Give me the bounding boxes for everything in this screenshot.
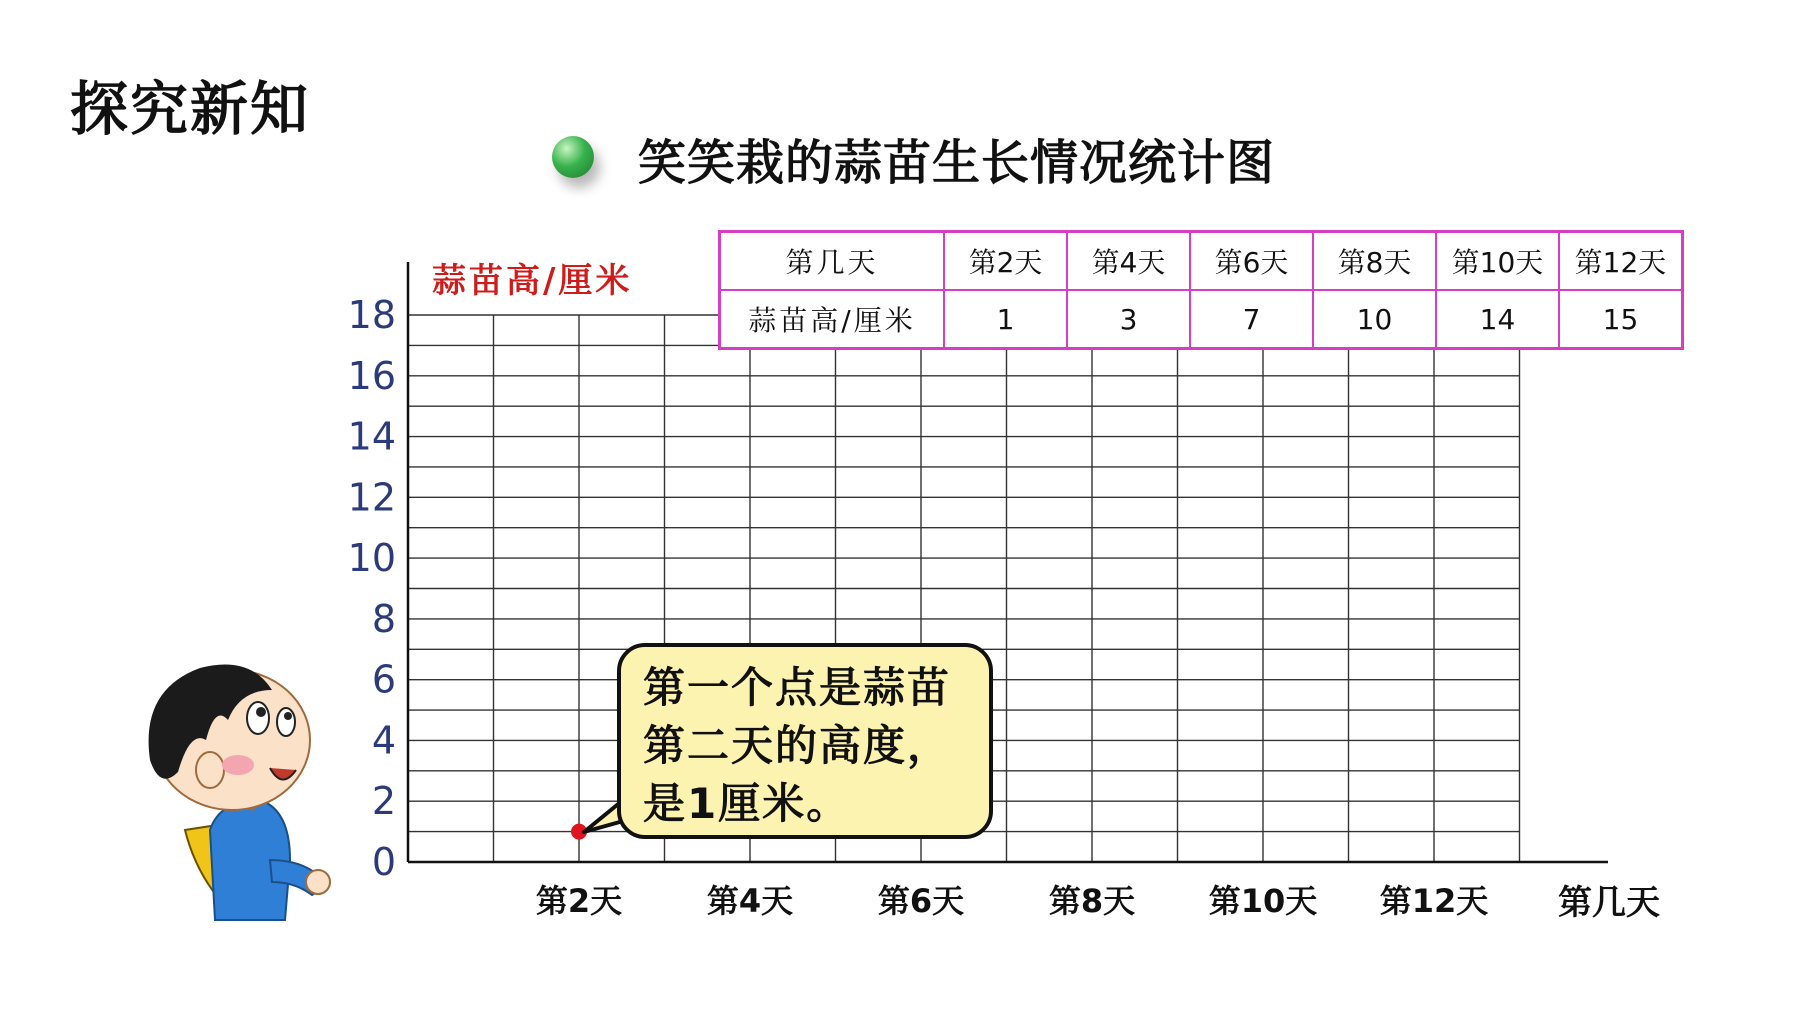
speech-bubble <box>617 643 993 839</box>
x-tick-label: 第8天 <box>1048 882 1136 920</box>
table-cell: 14 <box>1436 290 1559 349</box>
y-tick-label: 18 <box>347 293 396 337</box>
x-tick-label: 第12天 <box>1379 882 1489 920</box>
x-tick-label: 第2天 <box>535 882 623 920</box>
x-tick-label: 第4天 <box>706 882 794 920</box>
x-tick-label: 第6天 <box>877 882 965 920</box>
table-cell: 第6天 <box>1190 232 1313 291</box>
table-cell: 3 <box>1067 290 1190 349</box>
table-cell: 1 <box>944 290 1067 349</box>
table-cell: 7 <box>1190 290 1313 349</box>
y-tick-label: 0 <box>371 840 396 884</box>
bubble-line: 第一个点是蒜苗 <box>643 663 952 712</box>
section-title: 探究新知 <box>70 75 311 143</box>
table-cell: 第2天 <box>944 232 1067 291</box>
table-cell: 第4天 <box>1067 232 1190 291</box>
chart-title: 笑笑栽的蒜苗生长情况统计图 <box>638 135 1276 191</box>
table-cell: 第8天 <box>1313 232 1436 291</box>
y-tick-label: 8 <box>371 596 396 641</box>
table-cell: 10 <box>1313 290 1436 349</box>
y-axis-label: 蒜苗高/厘米 <box>432 261 633 301</box>
data-table <box>718 230 1684 350</box>
table-cell: 第12天 <box>1559 232 1683 291</box>
y-tick-label: 2 <box>371 779 396 824</box>
y-tick-label: 12 <box>347 475 396 520</box>
x-tick-label: 第10天 <box>1208 882 1318 920</box>
y-tick-label: 6 <box>371 657 396 702</box>
chart-axes <box>408 262 1608 862</box>
table-cell: 第10天 <box>1436 232 1559 291</box>
table-row <box>720 232 1683 291</box>
bubble-line: 第二天的高度， <box>643 721 952 770</box>
x-axis-label: 第几天 <box>1558 883 1660 923</box>
boy-illustration-icon <box>149 664 330 920</box>
table-row-header: 第几天 <box>720 232 945 291</box>
y-tick-label: 4 <box>371 718 396 763</box>
table-row <box>720 290 1683 349</box>
y-tick-label: 14 <box>347 414 396 459</box>
table-cell: 15 <box>1559 290 1683 349</box>
y-tick-labels <box>348 293 396 884</box>
table-row-header: 蒜苗高/厘米 <box>720 290 945 349</box>
y-tick-label: 16 <box>347 353 396 398</box>
bubble-line: 是1厘米。 <box>643 779 851 828</box>
x-tick-labels <box>536 882 1488 920</box>
y-tick-label: 10 <box>347 536 396 581</box>
